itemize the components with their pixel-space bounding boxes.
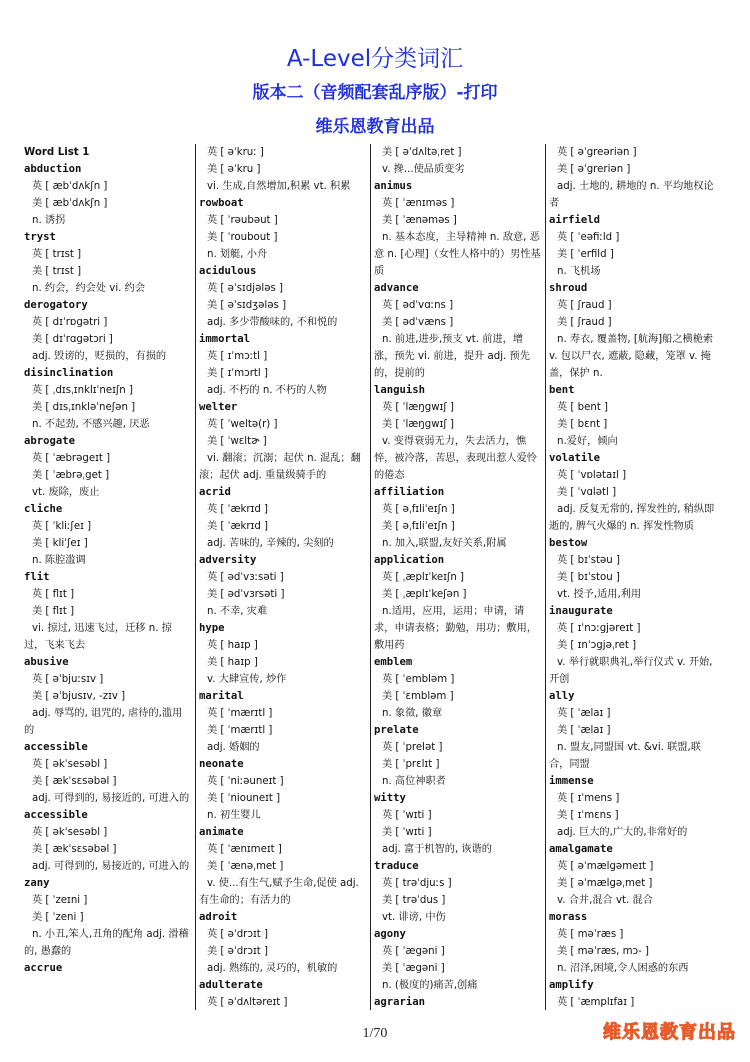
definition: n. 诱拐 <box>32 215 66 226</box>
pronunciation: 美 [ əˈgreriən ] <box>557 164 631 175</box>
definition: adj. 辱骂的, 诅咒的, 虐待的,滥用的 <box>24 708 183 736</box>
headword: ally <box>549 690 575 702</box>
pronunciation: 英 [ əˌfɪliˈeɪʃn ] <box>382 504 455 515</box>
definition: n. 小丑,笨人,丑角的配角 adj. 滑稽的, 愚蠢的 <box>24 929 189 957</box>
pronunciation: 英 [ ɪˈmens ] <box>557 793 620 804</box>
definition: n. 象徵, 徽章 <box>382 708 443 719</box>
document-subtitle: 版本二（音频配套乱序版）-打印 <box>252 83 498 103</box>
pronunciation: 美 [ ˈprɛlɪt ] <box>382 759 440 770</box>
pronunciation: 英 [ ɪˈmɔːtl ] <box>207 351 268 362</box>
headword: advance <box>374 282 419 294</box>
definition: adj. 熟练的, 灵巧的，机敏的 <box>207 963 338 974</box>
headword: marital <box>199 690 244 702</box>
headword: prelate <box>374 724 419 736</box>
definition: vt. 废除，废止 <box>32 487 100 498</box>
pronunciation: 美 [ ækˈsɛsəbəl ] <box>32 776 117 787</box>
pronunciation: 美 [ əˈbjusɪv, -zɪv ] <box>32 691 126 702</box>
definition: n. (极度的)痛苦,创痛 <box>382 980 478 991</box>
definition: adj. 富于机智的, 诙谐的 <box>382 844 492 855</box>
definition: vt. 诽谤, 中伤 <box>382 912 446 923</box>
headword: zany <box>24 877 50 889</box>
pronunciation: 美 [ ədˈvæns ] <box>382 317 454 328</box>
pronunciation: 英 [ əkˈsesəbl ] <box>32 827 108 838</box>
pronunciation: 美 [ haɪp ] <box>207 657 258 668</box>
word-column-1 <box>24 144 192 1014</box>
pronunciation: 英 [ bɪˈstəu ] <box>557 555 620 566</box>
pronunciation: 英 [ trɪst ] <box>32 249 82 260</box>
headword: flit <box>24 571 50 583</box>
headword: witty <box>374 792 406 804</box>
headword: adversity <box>199 554 257 566</box>
headword: accessible <box>24 741 88 753</box>
pronunciation: 美 [ æbˈdʌkʃn ] <box>32 198 108 209</box>
pronunciation: 美 [ ækˈsɛsəbəl ] <box>32 844 117 855</box>
pronunciation: 英 [ ˌdɪsˌɪnklɪˈneɪʃn ] <box>32 385 133 396</box>
pronunciation: 英 [ ˈeəfiːld ] <box>557 232 620 243</box>
pronunciation: 英 [ dɪˈrɒgətri ] <box>32 317 108 328</box>
definition: n. 陈腔滥调 <box>32 555 86 566</box>
pronunciation: 英 [ ˈmærɪtl ] <box>207 708 273 719</box>
pronunciation: 美 [ ˈwɛltɚ ] <box>207 436 267 447</box>
publisher-line: 维乐恩教育出品 <box>315 117 435 137</box>
definition: adj. 反复无常的, 挥发性的, 稍纵即逝的, 脾气火爆的 n. 挥发性物质 <box>549 504 715 532</box>
pronunciation: 英 [ ˈwɪti ] <box>382 810 432 821</box>
pronunciation: 英 [ ˈvɒlətaɪl ] <box>557 470 627 481</box>
pronunciation: 美 [ ˈægəni ] <box>382 963 445 974</box>
pronunciation: 英 [ ˈkliːʃeɪ ] <box>32 521 92 532</box>
pronunciation: 美 [ ˈerfild ] <box>557 249 614 260</box>
pronunciation: 英 [ ˈprelət ] <box>382 742 443 753</box>
headword: languish <box>374 384 426 396</box>
pronunciation: 英 [ trəˈdjuːs ] <box>382 878 452 889</box>
definition: vi. 生成,自然增加,积累 vt. 积累 <box>207 181 351 192</box>
pronunciation: 美 [ ˈwɪti ] <box>382 827 432 838</box>
definition: vi. 掠过, 迅速飞过，迁移 n. 掠过，飞来飞去 <box>24 623 172 651</box>
pronunciation: 英 [ ˌæplɪˈkeɪʃn ] <box>382 572 465 583</box>
pronunciation: 美 [ ʃraud ] <box>557 317 612 328</box>
pronunciation: 美 [ məˈræs, mɔ- ] <box>557 946 650 957</box>
pronunciation: 美 [ ˈzeni ] <box>32 912 84 923</box>
word-list-heading: Word List 1 <box>24 147 90 158</box>
headword: welter <box>199 401 238 413</box>
definition: n. 划艇, 小舟 <box>207 249 268 260</box>
pronunciation: 英 [ əˈdʌltəreɪt ] <box>207 997 288 1008</box>
headword: amplify <box>549 979 594 991</box>
pronunciation: 美 [ ˈvɑlətl ] <box>557 487 617 498</box>
pronunciation: 英 [ əˈsɪdjələs ] <box>207 283 283 294</box>
headword: abusive <box>24 656 69 668</box>
pronunciation: 美 [ dɪˈrɑgətɔri ] <box>32 334 113 345</box>
pronunciation: 美 [ ˈlæŋgwɪʃ ] <box>382 419 454 430</box>
word-column-4 <box>549 144 717 1014</box>
definition: n. 盟友,同盟国 vt. &vi. 联盟,联合，同盟 <box>549 742 701 770</box>
headword: abrogate <box>24 435 76 447</box>
definition: n. 约会，约会处 vi. 约会 <box>32 283 146 294</box>
pronunciation: 英 [ əˈkruː ] <box>207 147 264 158</box>
headword: agrarian <box>374 996 426 1008</box>
definition: adj. 毁谤的，贬损的，有损的 <box>32 351 167 362</box>
pronunciation: 美 [ kliˈʃeɪ ] <box>32 538 88 549</box>
pronunciation: 美 [ ədˈvɜrsəti ] <box>207 589 285 600</box>
definition: n. 高位神职者 <box>382 776 446 787</box>
pronunciation: 美 [ ˈænəˌmet ] <box>207 861 284 872</box>
definition: adj. 多少带酸味的, 不和悦的 <box>207 317 338 328</box>
pronunciation: 美 [ əˈdrɔɪt ] <box>207 946 268 957</box>
pronunciation: 美 [ əˌfɪliˈeɪʃn ] <box>382 521 455 532</box>
pronunciation: 英 [ ˈænɪmeɪt ] <box>207 844 282 855</box>
headword: animus <box>374 180 413 192</box>
pronunciation: 英 [ ˈælaɪ ] <box>557 708 611 719</box>
definition: n. 寿衣, 覆盖物, [航海]船之横桅索 v. 包以尸衣, 遮蔽, 隐藏，笼罩 v. 掩盖，保护 n. <box>549 334 714 379</box>
definition: vt. 授予,适用,利用 <box>557 589 642 600</box>
definition: n. 不起劲, 不感兴趣, 厌恶 <box>32 419 150 430</box>
definition: n. 沼泽,困境,令人困惑的东西 <box>557 963 689 974</box>
headword: application <box>374 554 445 566</box>
headword: accrue <box>24 962 63 974</box>
definition: n.适用，应用，运用；申请，请求，申请表格；勤勉，用功；敷用，敷用药 <box>374 606 537 651</box>
definition: vi. 翻滚；沉溺；起伏 n. 混乱；翻滚；起伏 adj. 重量级骑手的 <box>199 453 361 481</box>
word-column-2 <box>199 144 367 1014</box>
headword: rowboat <box>199 197 244 209</box>
headword: airfield <box>549 214 601 226</box>
headword: adroit <box>199 911 238 923</box>
pronunciation: 英 [ ədˈvɑːns ] <box>382 300 454 311</box>
headword: traduce <box>374 860 419 872</box>
pronunciation: 美 [ dɪsˌɪnkləˈneʃən ] <box>32 402 136 413</box>
headword: tryst <box>24 231 56 243</box>
definition: adj. 不朽的 n. 不朽的人物 <box>207 385 327 396</box>
pronunciation: 英 [ ˈzeɪni ] <box>32 895 88 906</box>
definition: n. 不幸, 灾难 <box>207 606 268 617</box>
pronunciation: 英 [ əkˈsesəbl ] <box>32 759 108 770</box>
headword: volatile <box>549 452 601 464</box>
pronunciation: 英 [ haɪp ] <box>207 640 258 651</box>
headword: acidulous <box>199 265 257 277</box>
page-number: 1/70 <box>362 1026 388 1041</box>
pronunciation: 英 [ ˈlæŋgwɪʃ ] <box>382 402 454 413</box>
definition: n. 飞机场 <box>557 266 601 277</box>
pronunciation: 美 [ ˈmærɪtl ] <box>207 725 273 736</box>
definition: adj. 可得到的, 易接近的, 可进入的 <box>32 793 190 804</box>
definition: n.爱好，倾向 <box>557 436 618 447</box>
pronunciation: 英 [ əˈgreəriən ] <box>557 147 637 158</box>
headword: cliche <box>24 503 63 515</box>
word-column-3 <box>374 144 542 1014</box>
pronunciation: 英 [ əˈmælgəmeɪt ] <box>557 861 654 872</box>
definition: adj. 土地的, 耕地的 n. 平均地权论者 <box>549 181 714 209</box>
definition: adj. 婚姻的 <box>207 742 260 753</box>
pronunciation: 美 [ bɛnt ] <box>557 419 608 430</box>
pronunciation: 美 [ ɪˈmɛns ] <box>557 810 619 821</box>
pronunciation: 英 [ ˈrəubəut ] <box>207 215 278 226</box>
pronunciation: 英 [ bent ] <box>557 402 609 413</box>
pronunciation: 美 [ ˈæbrəˌget ] <box>32 470 110 481</box>
pronunciation: 美 [ ˈænəməs ] <box>382 215 457 226</box>
headword: inaugurate <box>549 605 613 617</box>
pronunciation: 美 [ əˈdʌltəˌret ] <box>382 147 462 158</box>
headword: emblem <box>374 656 413 668</box>
pronunciation: 英 [ ˈembləm ] <box>382 674 455 685</box>
definition: v. 搀...使品质变劣 <box>382 164 465 175</box>
document-title: A-Level分类词汇 <box>286 46 464 72</box>
pronunciation: 英 [ ˈniːəuneɪt ] <box>207 776 284 787</box>
pronunciation: 英 [ məˈræs ] <box>557 929 624 940</box>
pronunciation: 美 [ əˈmælgəˌmet ] <box>557 878 653 889</box>
headword: animate <box>199 826 244 838</box>
pronunciation: 美 [ ˈniouneɪt ] <box>207 793 281 804</box>
pronunciation: 美 [ ˈɛmbləm ] <box>382 691 454 702</box>
pronunciation: 美 [ ɪˈmɔrtl ] <box>207 368 268 379</box>
pronunciation: 英 [ əˈbjuːsɪv ] <box>32 674 104 685</box>
headword: hype <box>199 622 225 634</box>
pronunciation: 英 [ ˈæmplɪfaɪ ] <box>557 997 635 1008</box>
definition: n. 初生婴儿 <box>207 810 261 821</box>
headword: acrid <box>199 486 231 498</box>
pronunciation: 英 [ əˈdrɔɪt ] <box>207 929 268 940</box>
pronunciation: 英 [ ədˈvɜːsəti ] <box>207 572 284 583</box>
headword: bestow <box>549 537 588 549</box>
definition: n. 前进,进步,预支 vt. 前进，增涨，预先 vi. 前进，提升 adj. 预先的，提前的 <box>374 334 530 379</box>
pronunciation: 美 [ ɪnˈɔgjəˌret ] <box>557 640 637 651</box>
pronunciation: 美 [ flɪt ] <box>32 606 75 617</box>
publisher-watermark: 维乐恩教育出品 <box>603 1022 736 1043</box>
definition: adj. 可得到的, 易接近的, 可进入的 <box>32 861 190 872</box>
headword: morass <box>549 911 588 923</box>
headword: neonate <box>199 758 244 770</box>
headword: shroud <box>549 282 588 294</box>
headword: adulterate <box>199 979 263 991</box>
definition: v. 合并,混合 vt. 混合 <box>557 895 653 906</box>
pronunciation: 英 [ æbˈdʌkʃn ] <box>32 181 108 192</box>
pronunciation: 英 [ ˈweltə(r) ] <box>207 419 278 430</box>
pronunciation: 英 [ ˈækrɪd ] <box>207 504 268 515</box>
headword: agony <box>374 928 406 940</box>
pronunciation: 英 [ ˈænɪməs ] <box>382 198 455 209</box>
definition: adj. 巨大的,广大的,非常好的 <box>557 827 688 838</box>
pronunciation: 美 [ əˈsɪdʒələs ] <box>207 300 287 311</box>
headword: accessible <box>24 809 88 821</box>
definition: n. 加入,联盟,友好关系,附属 <box>382 538 507 549</box>
pronunciation: 美 [ ˌæplɪˈkeʃən ] <box>382 589 467 600</box>
headword: affiliation <box>374 486 445 498</box>
headword: derogatory <box>24 299 88 311</box>
word-list-columns <box>24 144 728 1014</box>
definition: v. 使...有生气,赋予生命,促使 adj. 有生命的；有活力的 <box>199 878 359 906</box>
pronunciation: 美 [ ˈælaɪ ] <box>557 725 611 736</box>
pronunciation: 英 [ ˈæbrəgeɪt ] <box>32 453 111 464</box>
headword: abduction <box>24 163 82 175</box>
pronunciation: 美 [ ˈroubout ] <box>207 232 278 243</box>
headword: disinclination <box>24 367 114 379</box>
pronunciation: 英 [ ˈægəni ] <box>382 946 445 957</box>
pronunciation: 英 [ ʃraud ] <box>557 300 612 311</box>
pronunciation: 英 [ flɪt ] <box>32 589 75 600</box>
definition: v. 举行就职典礼,举行仪式 v. 开始,开创 <box>549 657 713 685</box>
headword: immortal <box>199 333 251 345</box>
pronunciation: 美 [ bɪˈstou ] <box>557 572 620 583</box>
document-header <box>0 44 750 142</box>
definition: v. 变得衰弱无力，失去活力，憔悴，被冷落，苦思，表现出惹人爱怜的倦态 <box>374 436 537 481</box>
pronunciation: 美 [ trəˈdus ] <box>382 895 446 906</box>
headword: bent <box>549 384 575 396</box>
pronunciation: 美 [ ˈækrɪd ] <box>207 521 268 532</box>
pronunciation: 美 [ əˈkru ] <box>207 164 261 175</box>
definition: adj. 苦味的, 辛辣的, 尖刻的 <box>207 538 334 549</box>
definition: n. 基本态度，主导精神 n. 敌意, 恶意 n. [心理]（女性人格中的）男性基质 <box>374 232 541 277</box>
pronunciation: 英 [ ɪˈnɔːgjəreɪt ] <box>557 623 641 634</box>
headword: immense <box>549 775 594 787</box>
definition: v. 大肆宣传, 炒作 <box>207 674 287 685</box>
pronunciation: 美 [ trɪst ] <box>32 266 82 277</box>
headword: amalgamate <box>549 843 613 855</box>
